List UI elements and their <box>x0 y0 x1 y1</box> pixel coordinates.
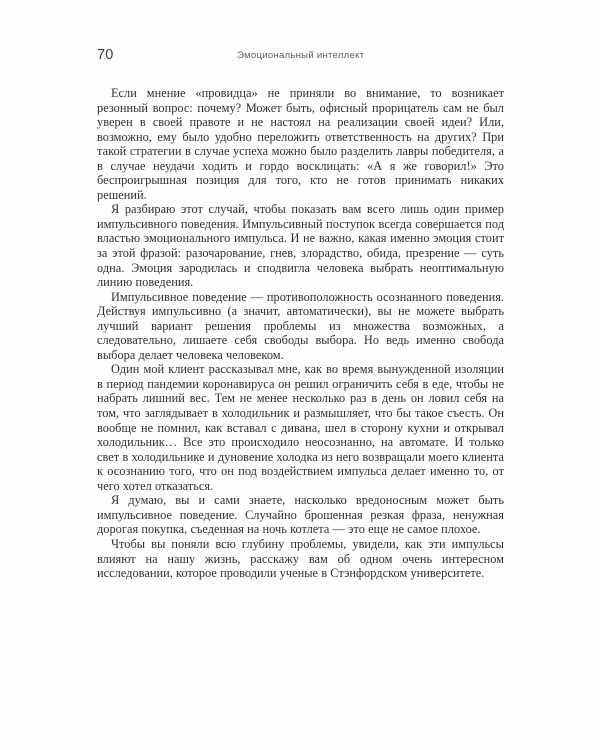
paragraph: Если мнение «провидца» не приняли во внимание, то возникает резонный вопрос: почему? Может быть, офисный прорицатель сам не был уверен в своей правоте и не настоял на реализации своей идеи? Или, возможно, ему было удобно переложить ответственность на других? При такой стратегии в случае успеха можно было разделить лавры победителя, а в случае неудачи ходить и гордо восклицать: «А я же говорил!» Это беспроигрышная позиция для того, кто не готов принимать никаких решений. <box>97 86 504 202</box>
paragraph: Один мой клиент рассказывал мне, как во время вынужденной изоляции в период пандемии коронавируса он решил ограничить себя в еде, чтобы не набрать лишний вес. Тем не менее несколько раз в день он ловил себя на том, что заглядывает в холодильник и размышляет, что бы такое съесть. Он вообще не помнил, как вставал с дивана, шел в сторону кухни и открывал холодильник… Все это происходило неосознанно, на автомате. И только свет в холодильнике и дуновение холодка из него возвращали моего клиента к осознанию того, что он под воздействием импульса делает именно то, от чего хотел отказаться. <box>97 362 504 493</box>
paragraph: Чтобы вы поняли всю глубину проблемы, увидели, как эти импульсы влияют на нашу жизнь, расскажу вам об одном очень интересном исследовании, которое проводили ученые в Стэнфордском университете. <box>97 536 504 581</box>
body-text-block <box>97 86 504 581</box>
running-head-title: Эмоциональный интеллект <box>237 50 365 61</box>
paragraph: Я думаю, вы и сами знаете, насколько вредоносным может быть импульсивное поведение. Случайно брошенная резкая фраза, ненужная дорогая покупка, съеденная на ночь котлета — это еще не самое плохое. <box>97 493 504 537</box>
page-number: 70 <box>97 47 114 63</box>
running-head <box>97 48 503 66</box>
paragraph: Импульсивное поведение — противоположность осознанного поведения. Действуя импульсивно (а значит, автоматически), вы не можете выбрать лучший вариант решения проблемы из множества возможных, а следовательно, лишаете себя свободы выбора. Но ведь именно свобода выбора делает человека человеком. <box>97 289 504 362</box>
paragraph: Я разбираю этот случай, чтобы показать вам всего лишь один пример импульсивного поведения. Импульсивный поступок всегда совершается под властью эмоционального импульса. И не важно, какая именно эмоция стоит за этой фразой: разочарование, гнев, злорадство, обида, презрение — суть одна. Эмоция зародилась и сподвигла человека выбрать неоптимальную линию поведения. <box>97 202 504 290</box>
